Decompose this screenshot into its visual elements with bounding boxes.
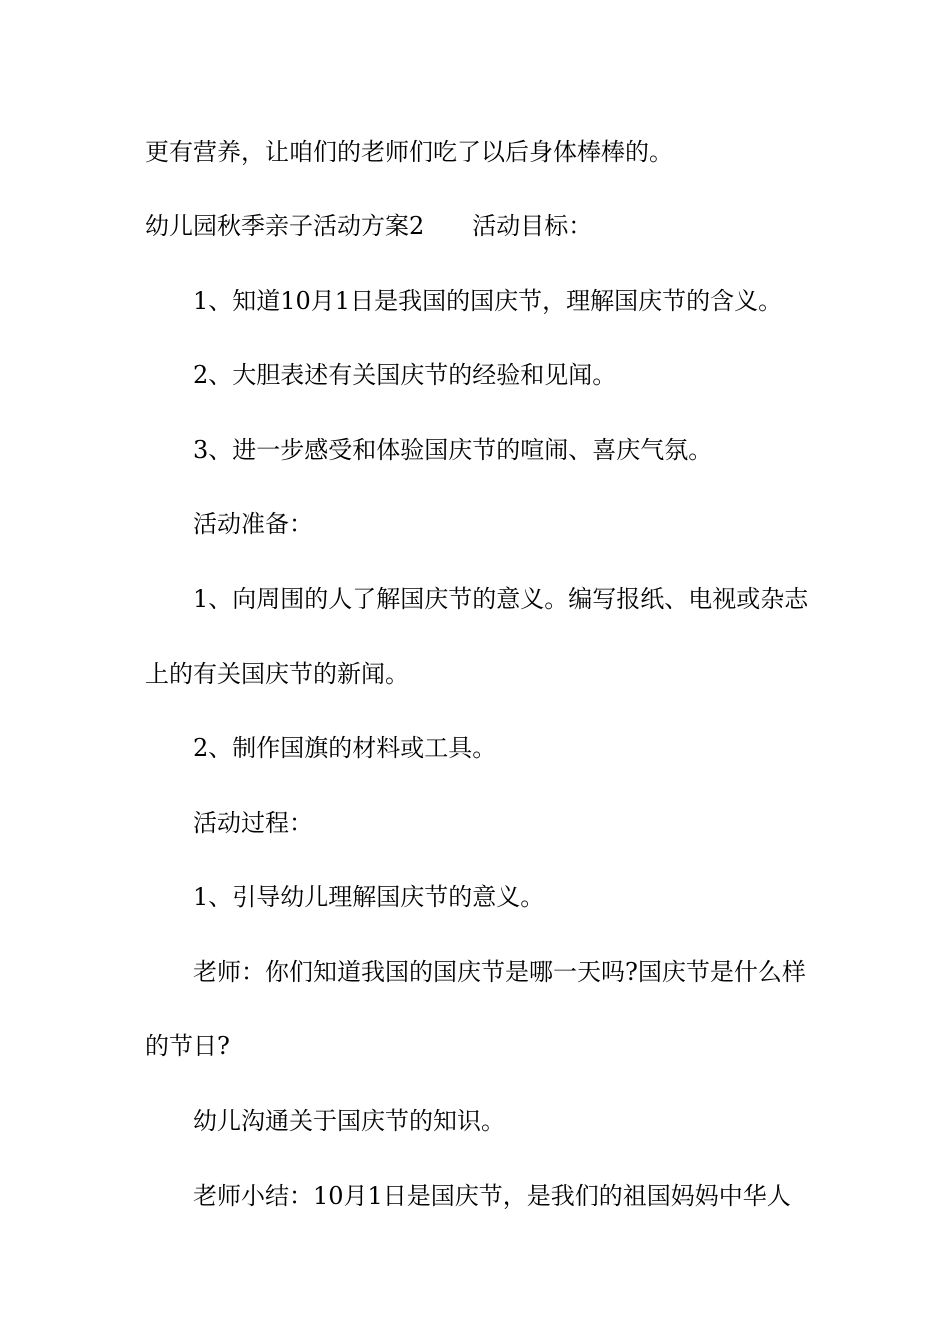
paragraph-line: 老师小结：10月1日是国庆节，是我们的祖国妈妈中华人 — [193, 1182, 791, 1210]
list-item: 2、制作国旗的材料或工具。 — [193, 734, 497, 762]
list-item: 2、大胆表述有关国庆节的经验和见闻。 — [193, 361, 617, 389]
paragraph-line: 幼儿沟通关于国庆节的知识。 — [193, 1107, 505, 1135]
section-subheading: 活动准备： — [193, 510, 313, 538]
paragraph-line: 的节日? — [145, 1032, 230, 1060]
list-item: 1、引导幼儿理解国庆节的意义。 — [193, 883, 545, 911]
section-heading-line — [145, 210, 815, 242]
section-subheading: 活动过程： — [193, 809, 313, 837]
list-item: 1、知道10月1日是我国的国庆节，理解国庆节的含义。 — [193, 287, 783, 315]
section-subheading: 活动目标： — [472, 212, 593, 240]
paragraph-line: 老师：你们知道我国的国庆节是哪一天吗?国庆节是什么样 — [193, 958, 806, 986]
section-title: 幼儿园秋季亲子活动方案2 — [145, 212, 425, 240]
list-item: 3、进一步感受和体验国庆节的喧闹、喜庆气氛。 — [193, 436, 713, 464]
list-item: 1、向周围的人了解国庆节的意义。编写报纸、电视或杂志 — [193, 585, 809, 613]
paragraph-line: 上的有关国庆节的新闻。 — [145, 660, 409, 688]
paragraph-line: 更有营养，让咱们的老师们吃了以后身体棒棒的。 — [145, 138, 673, 166]
